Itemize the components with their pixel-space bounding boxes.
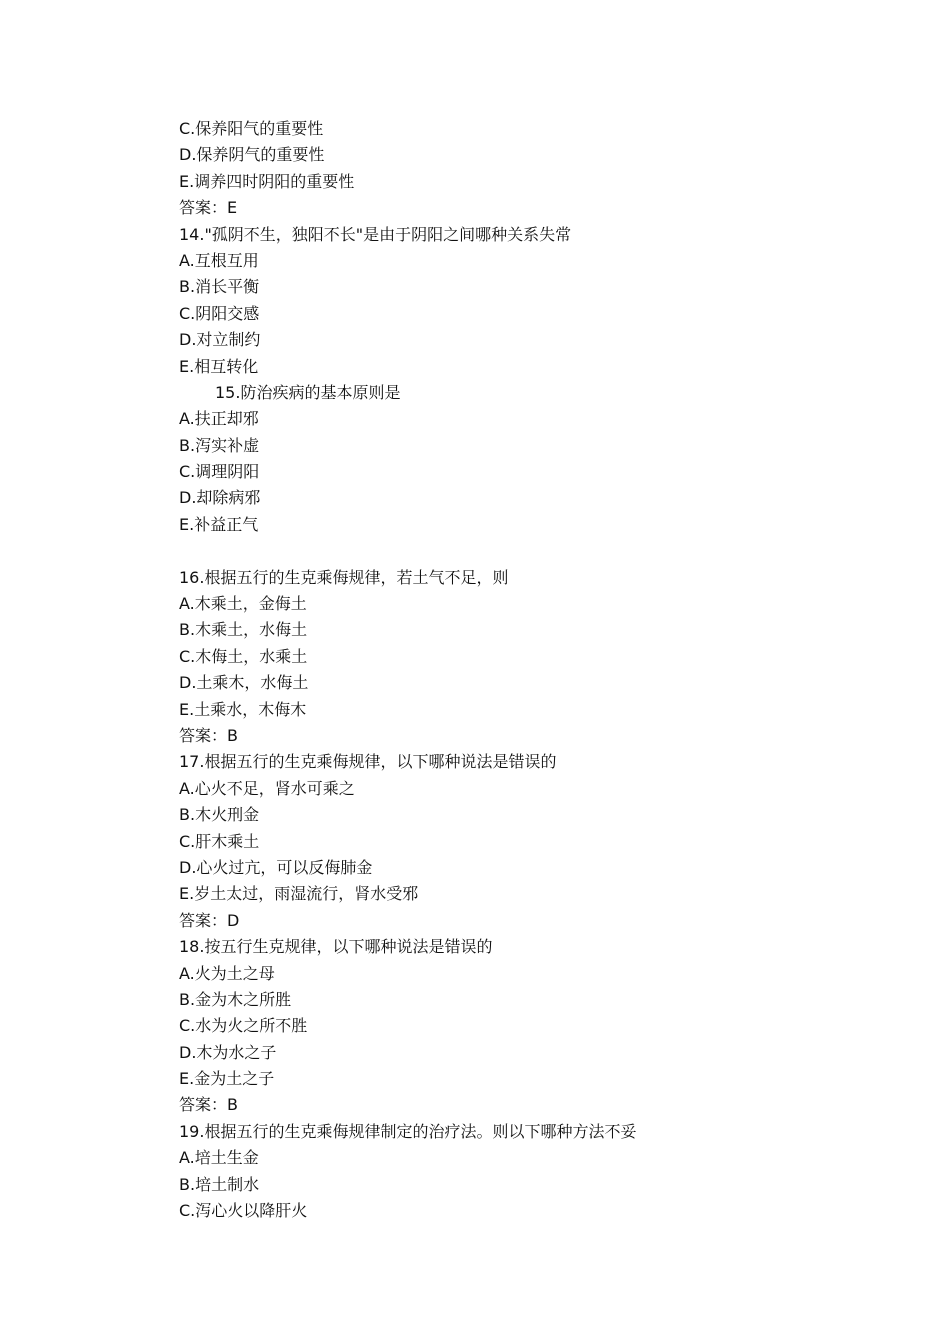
answer-17: 答案：D <box>179 910 240 930</box>
option-b: B.培土制水 <box>179 1174 260 1194</box>
option-a: A.互根互用 <box>179 250 259 270</box>
option-d: D.保养阴气的重要性 <box>179 145 325 165</box>
option-a: A.心火不足，肾水可乘之 <box>179 778 355 798</box>
answer-18: 答案：B <box>179 1095 238 1115</box>
option-c: C.木侮土，水乘土 <box>179 646 308 666</box>
question-16: 16.根据五行的生克乘侮规律，若土气不足，则 <box>179 567 509 587</box>
option-d: D.木为水之子 <box>179 1042 277 1062</box>
option-b: B.消长平衡 <box>179 277 260 297</box>
document-page <box>179 116 879 1224</box>
option-d: D.对立制约 <box>179 330 261 350</box>
option-e: E.金为土之子 <box>179 1069 275 1089</box>
option-d: D.心火过亢，可以反侮肺金 <box>179 857 373 877</box>
option-d: D.却除病邪 <box>179 488 261 508</box>
option-b: B.木乘土，水侮土 <box>179 620 308 640</box>
question-17: 17.根据五行的生克乘侮规律，以下哪种说法是错误的 <box>179 752 557 772</box>
option-e: E.补益正气 <box>179 514 259 534</box>
option-c: C.保养阳气的重要性 <box>179 119 324 138</box>
option-c: C.肝木乘土 <box>179 831 260 851</box>
option-e: E.土乘水，木侮木 <box>179 699 307 719</box>
option-b: B.木火刑金 <box>179 805 260 825</box>
question-19: 19.根据五行的生克乘侮规律制定的治疗法。则以下哪种方法不妥 <box>179 1121 637 1141</box>
option-c: C.阴阳交感 <box>179 303 260 323</box>
question-15: 15.防治疾病的基本原则是 <box>215 382 401 402</box>
option-a: A.木乘土，金侮土 <box>179 594 307 614</box>
option-b: B.金为木之所胜 <box>179 989 292 1009</box>
option-b: B.泻实补虚 <box>179 435 260 455</box>
option-d: D.土乘木，水侮土 <box>179 673 309 693</box>
option-e: E.相互转化 <box>179 356 259 376</box>
blank-line <box>179 538 879 564</box>
answer-13: 答案：E <box>179 198 238 218</box>
option-e: E.调养四时阴阳的重要性 <box>179 171 355 191</box>
option-c: C.水为火之所不胜 <box>179 1016 308 1036</box>
option-c: C.调理阴阳 <box>179 462 260 482</box>
question-14: 14."孤阴不生，独阳不长"是由于阴阳之间哪种关系失常 <box>179 224 572 244</box>
option-a: A.火为土之母 <box>179 963 275 983</box>
answer-16: 答案：B <box>179 725 238 745</box>
option-a: A.培土生金 <box>179 1148 259 1168</box>
option-c: C.泻心火以降肝火 <box>179 1201 308 1221</box>
question-18: 18.按五行生克规律，以下哪种说法是错误的 <box>179 937 493 957</box>
option-e: E.岁土太过，雨湿流行，肾水受邪 <box>179 884 419 904</box>
option-a: A.扶正却邪 <box>179 409 259 429</box>
